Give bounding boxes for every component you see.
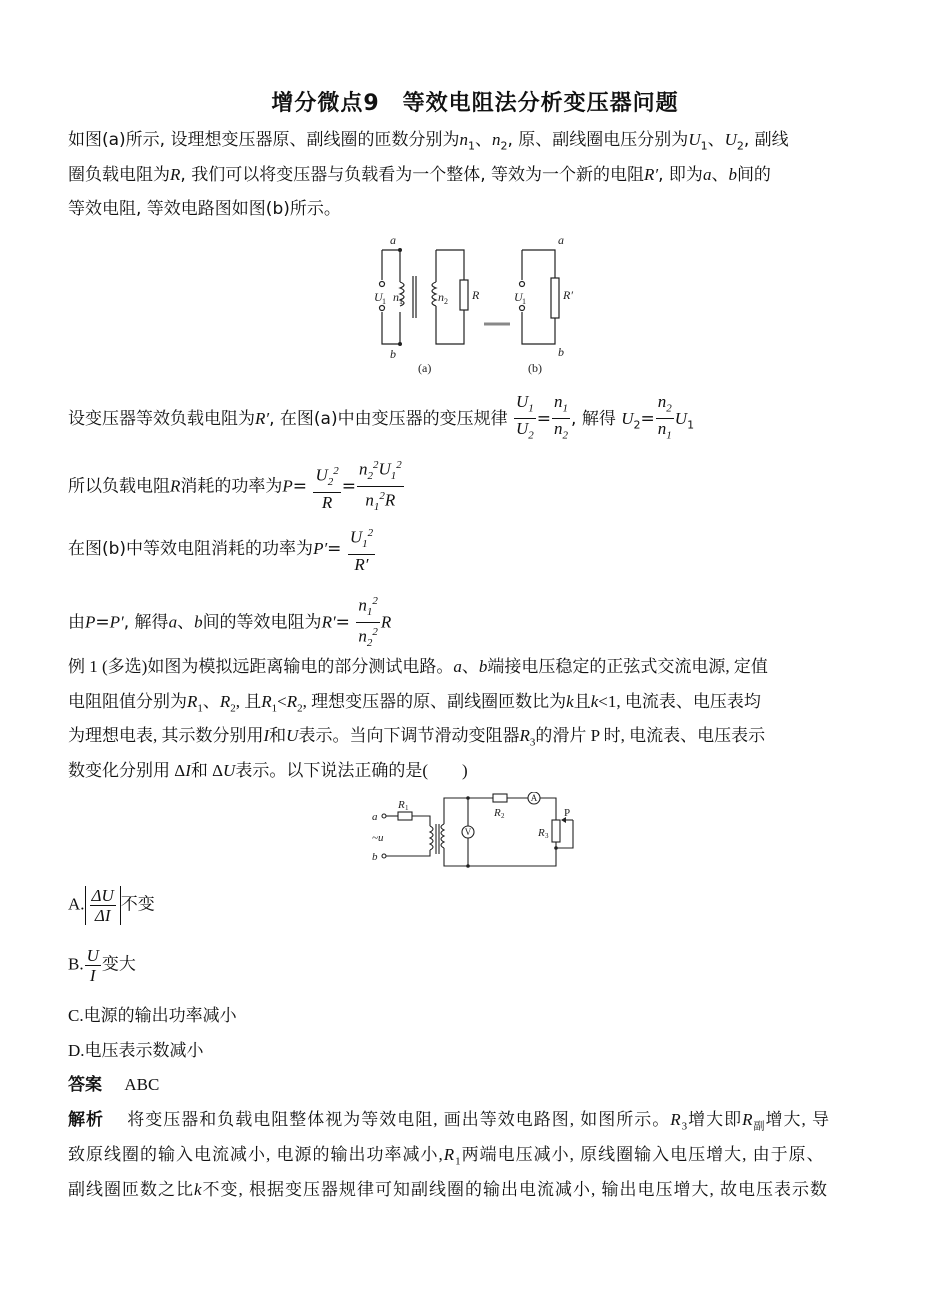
svg-text:R′: R′ bbox=[563, 288, 573, 302]
example-line-3: 为理想电表, 其示数分别用I和U表示。当向下调节滑动变阻器$R_3$的滑片 P 时, 电流表、电压表示 bbox=[68, 726, 766, 749]
transformer-figure bbox=[360, 232, 600, 377]
svg-text:V: V bbox=[464, 827, 472, 837]
option-c: C.电源的输出功率减小 bbox=[68, 1006, 237, 1025]
answer: 答案 ABC bbox=[68, 1075, 160, 1095]
svg-text:b: b bbox=[372, 851, 378, 863]
derivation-line-2: 所以负载电阻R消耗的功率为P= $\frac{U_2^2}{R}$ = $\frac{n_2^2U_1^2}{n_1^2R}$ bbox=[68, 456, 888, 517]
analysis-line-1: 解析 将变压器和负载电阻整体视为等效电阻, 画出等效电路图, 如图所示。$R_3$增大即$R_副$增大, 导 bbox=[68, 1110, 831, 1133]
page-title: 增分微点9 等效电阻法分析变压器问题 bbox=[271, 91, 679, 116]
fig1-caption-a: (a) bbox=[418, 361, 432, 375]
svg-text:A: A bbox=[530, 793, 538, 803]
svg-text:2: 2 bbox=[444, 297, 448, 306]
svg-text:U: U bbox=[514, 290, 523, 304]
option-b: B. $\frac{U}{I}$ 变大 bbox=[68, 946, 136, 985]
svg-text:n: n bbox=[393, 290, 399, 304]
svg-text:a: a bbox=[558, 233, 564, 247]
circuit-figure bbox=[368, 792, 588, 872]
svg-text:1: 1 bbox=[522, 297, 526, 306]
derivation-line-1: 设变压器等效负载电阻为R′, 在图(a)中由变压器的变压规律 $\frac{U_1}{U_2}$ = $\frac{n_1}{n_2}$ , 解得 $U_2=$ $\frac{n_2}{n_1}$ $U_1$ bbox=[68, 392, 695, 442]
option-a: A. $\frac{\Delta U}{\Delta I}$ 不变 bbox=[68, 886, 155, 925]
svg-text:R: R bbox=[494, 807, 501, 819]
svg-text:n: n bbox=[438, 290, 444, 304]
fig1-label-a: a bbox=[390, 233, 396, 247]
example-line-4: 数变化分别用 ΔI和 ΔU表示。以下说法正确的是( ) bbox=[68, 761, 468, 780]
svg-text:b: b bbox=[558, 345, 564, 359]
intro-line-2: 圈负载电阻为R, 我们可以将变压器与负载看为一个整体, 等效为一个新的电阻R′, 即为a、b间的 bbox=[68, 165, 771, 185]
derivation-line-4: 由P=P′, 解得a、b间的等效电阻为R′= $\frac{n_1^2}{n_2^2}$ R bbox=[68, 592, 888, 653]
example-line-1: 例 1 (多选)如图为模拟远距离输电的部分测试电路。a、b端接电压稳定的正弦式交流电源, 定值 bbox=[68, 657, 768, 676]
derivation-line-3: 在图(b)中等效电阻消耗的功率为P′= $\frac{U_1^2}{R'}$ bbox=[68, 524, 888, 574]
option-d: D.电压表示数减小 bbox=[68, 1041, 204, 1060]
svg-text:R: R bbox=[398, 799, 405, 811]
svg-text:~u: ~u bbox=[372, 832, 384, 844]
fig1-caption-b: (b) bbox=[528, 361, 542, 375]
example-line-2: 电阻阻值分别为$R_1$、$R_2$, 且$R_1<R_2$, 理想变压器的原、副线圈匝数比为k且k<1, 电流表、电压表均 bbox=[68, 692, 761, 715]
svg-text:R: R bbox=[538, 827, 545, 839]
svg-text:a: a bbox=[372, 811, 378, 823]
intro-line-3: 等效电阻, 等效电路图如图(b)所示。 bbox=[68, 199, 341, 219]
svg-text:U: U bbox=[374, 290, 383, 304]
svg-text:1: 1 bbox=[399, 297, 403, 306]
svg-text:3: 3 bbox=[545, 832, 549, 840]
analysis-line-3: 副线圈匝数之比k不变, 根据变压器规律可知副线圈的输出电流减小, 输出电压增大, 故电压表示数 bbox=[68, 1180, 829, 1199]
svg-text:1: 1 bbox=[405, 804, 409, 812]
svg-text:P: P bbox=[564, 807, 571, 819]
fig1-label-b: b bbox=[390, 347, 396, 361]
svg-text:2: 2 bbox=[501, 812, 505, 820]
analysis-line-2: 致原线圈的输入电流减小, 电源的输出功率减小$,R_1$两端电压减小, 原线圈输入电压增大, 由于原、 bbox=[68, 1145, 825, 1168]
intro-line-1: 如图(a)所示, 设理想变压器原、副线圈的匝数分别为$n_1$、$n_2$, 原、副线圈电压分别为$U_1$、$U_2$, 副线 bbox=[68, 130, 789, 153]
svg-text:1: 1 bbox=[382, 297, 386, 306]
svg-text:R: R bbox=[472, 288, 480, 302]
